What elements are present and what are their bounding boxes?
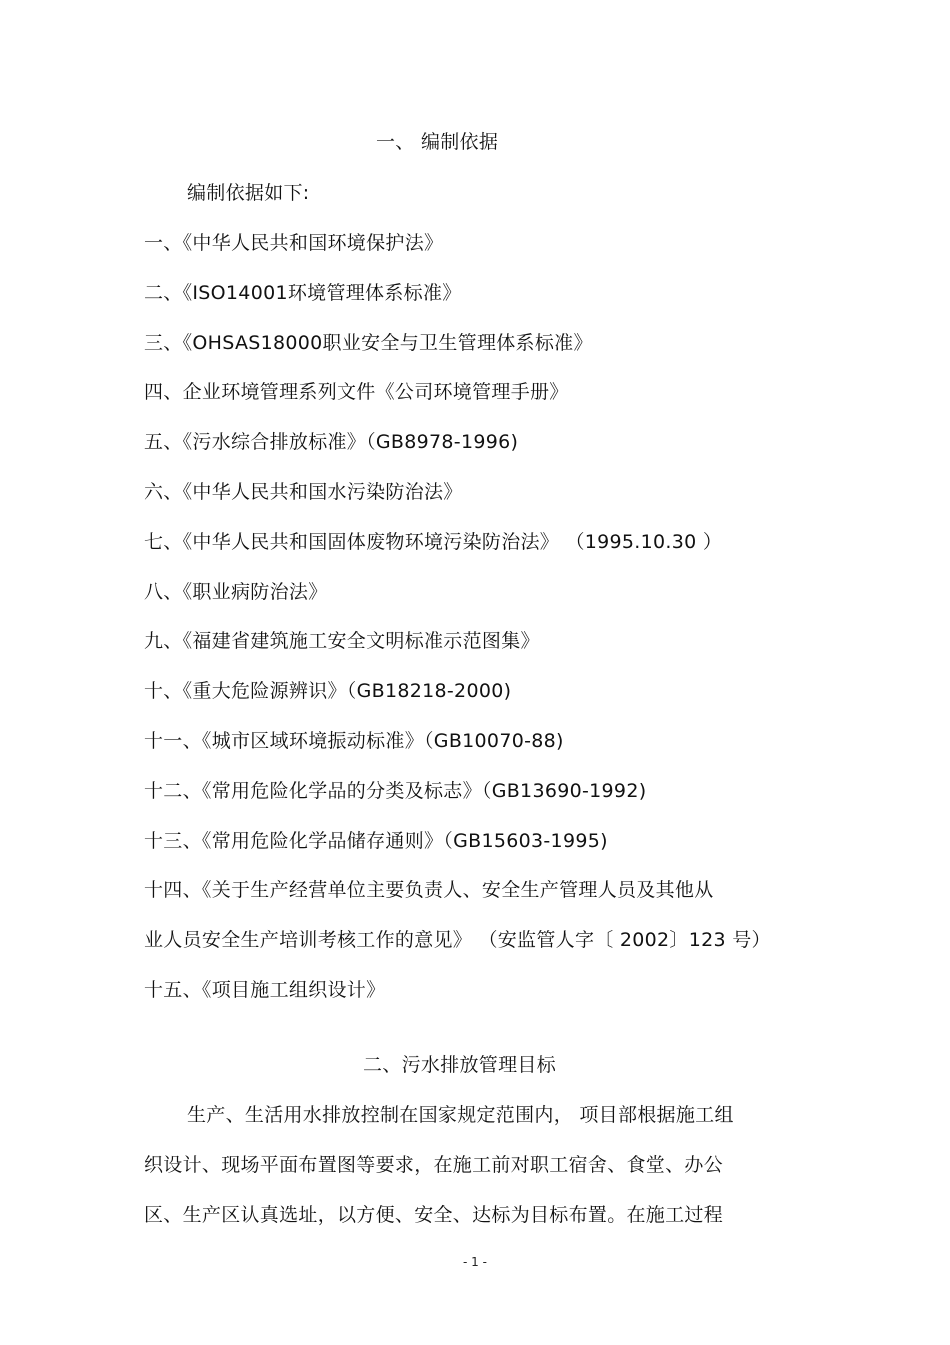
page-number: - 1 - <box>463 1255 487 1269</box>
reference-item: 十二、《常用危险化学品的分类及标志》（GB13690-1992) <box>144 780 647 802</box>
section1-title: 一、 编制依据 <box>376 131 499 153</box>
reference-item: 二、《ISO14001环境管理体系标准》 <box>144 282 462 304</box>
reference-item: 十、《重大危险源辨识》（GB18218-2000) <box>144 680 512 702</box>
paragraph-line: 区、生产区认真选址，以方便、安全、达标为目标布置。在施工过程 <box>144 1204 724 1226</box>
reference-item: 九、《福建省建筑施工安全文明标准示范图集》 <box>144 630 540 652</box>
reference-item: 四、企业环境管理系列文件《公司环境管理手册》 <box>144 381 569 403</box>
section2-title: 二、污水排放管理目标 <box>363 1054 557 1076</box>
reference-item: 十五、《项目施工组织设计》 <box>144 979 386 1001</box>
reference-item: 十四、《关于生产经营单位主要负责人、安全生产管理人员及其他从 <box>144 879 714 901</box>
reference-item-continuation: 业人员安全生产培训考核工作的意见》 （安监管人字〔 2002〕123 号） <box>144 929 771 951</box>
reference-item: 六、《中华人民共和国水污染防治法》 <box>144 481 463 503</box>
paragraph-line: 织设计、现场平面布置图等要求，在施工前对职工宿舍、食堂、办公 <box>144 1154 724 1176</box>
reference-item: 三、《OHSAS18000职业安全与卫生管理体系标准》 <box>144 332 593 354</box>
reference-item: 七、《中华人民共和国固体废物环境污染防治法》 （1995.10.30 ） <box>144 531 723 553</box>
reference-item: 十三、《常用危险化学品储存通则》（GB15603-1995) <box>144 830 608 852</box>
reference-item: 一、《中华人民共和国环境保护法》 <box>144 232 444 254</box>
paragraph-line: 生产、生活用水排放控制在国家规定范围内， 项目部根据施工组 <box>187 1104 734 1126</box>
section1-intro: 编制依据如下: <box>187 182 310 204</box>
reference-item: 八、《职业病防治法》 <box>144 581 328 603</box>
reference-item: 五、《污水综合排放标准》（GB8978-1996) <box>144 431 519 453</box>
reference-item: 十一、《城市区域环境振动标准》（GB10070-88) <box>144 730 564 752</box>
